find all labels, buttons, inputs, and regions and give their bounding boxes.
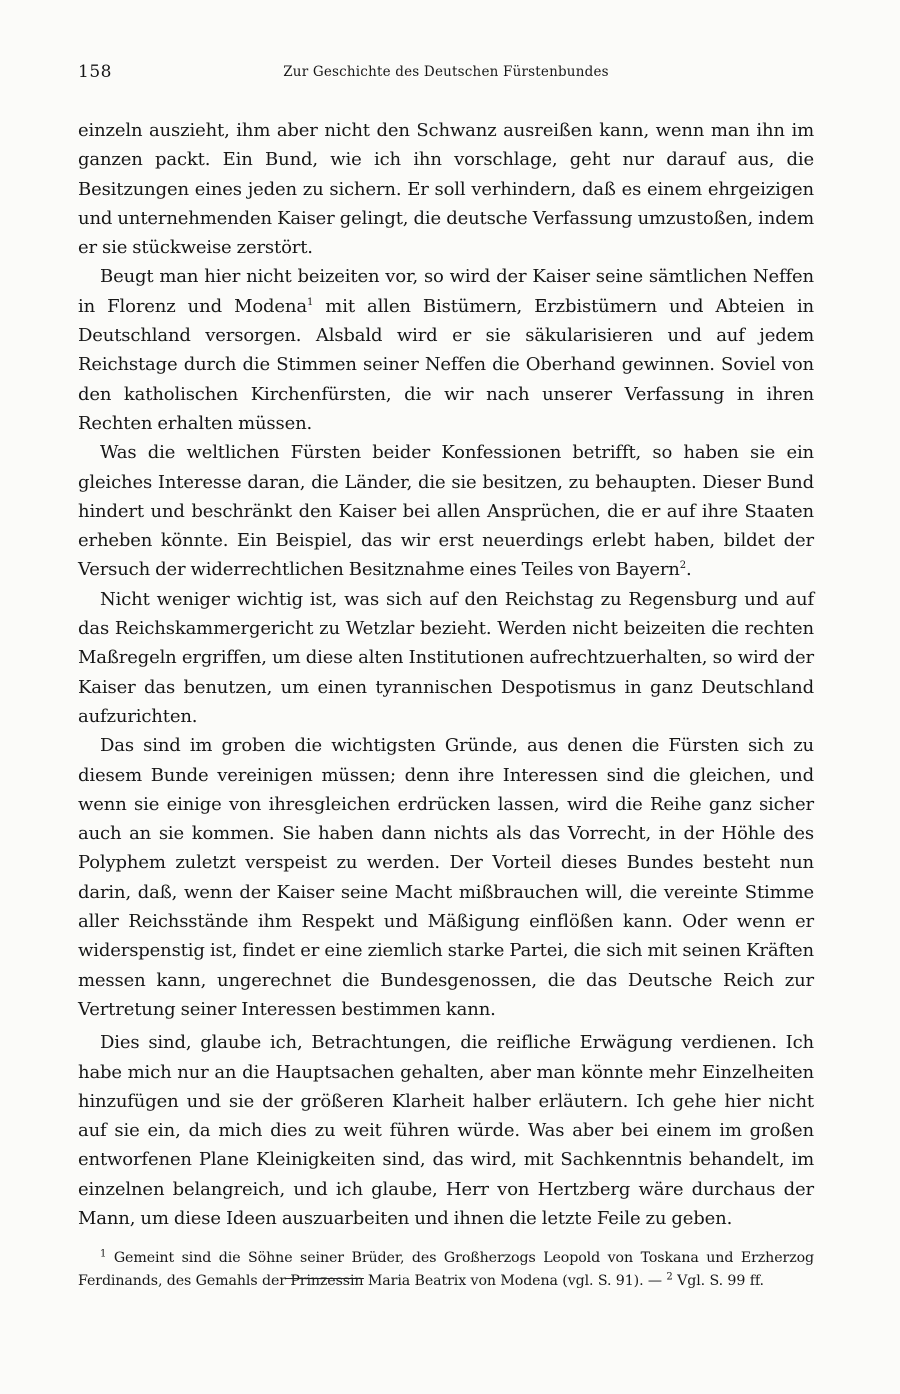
footnote-text: Vgl. S. 99 ff. bbox=[677, 1272, 764, 1289]
paragraph: Das sind im groben die wichtigsten Gründe, aus denen die Fürsten sich zu diesem Bunde vereinigen müssen; denn ihre Interessen sind die gleichen, und wenn sie einige von ihresgleichen erdrücken lassen, wird die Reihe ganz sicher auch an sie kommen. Sie haben dann nichts als das Vorrecht, in der Höhle des Polyphem zuletzt verspeist zu werden. Der Vorteil dieses Bundes besteht nun darin, daß, wenn der Kaiser seine Macht mißbrauchen will, die vereinte Stimme aller Reichsstände ihm Respekt und Mäßigung einflößen kann. Oder wenn er widerspenstig ist, findet er eine ziemlich starke Partei, die sich mit seinen Kräften messen kann, ungerechnet die Bundesgenossen, die das Deutsche Reich zur Vertretung seiner Interessen bestimmen kann. bbox=[78, 735, 814, 1020]
paragraph bbox=[78, 438, 814, 584]
footnote-mark: 1 bbox=[100, 1248, 107, 1260]
paragraph-text: . bbox=[685, 559, 692, 581]
paragraph: Dies sind, glaube ich, Betrachtungen, die reifliche Erwägung verdienen. Ich habe mich nur an die Hauptsachen gehalten, aber man könnte mehr Einzelheiten hinzufügen und sie der größeren Klarheit halber erläutern. Ich gehe hier nicht auf sie ein, da mich dies zu weit führen würde. Was aber bei einem im großen entworfenen Plane Kleinigkeiten sind, das wird, mit Sachkenntnis behandelt, im einzelnen belangreich, und ich glaube, Herr von Hertzberg wäre durchaus der Mann, um diese Ideen auszuarbeiten und ihnen die letzte Feile zu geben. bbox=[78, 1032, 814, 1229]
paragraph: einzeln auszieht, ihm aber nicht den Schwanz ausreißen kann, wenn man ihn im ganzen packt. Ein Bund, wie ich ihn vorschlage, geht nur darauf aus, die Besitzungen eines jeden zu sichern. Er soll verhindern, daß es einem ehrgeizigen und unternehmenden Kaiser gelingt, die deutsche Verfassung umzustoßen, indem er sie stückweise zerstört. bbox=[78, 120, 814, 259]
paragraph: Nicht weniger wichtig ist, was sich auf den Reichstag zu Regensburg und auf das Reichskammergericht zu Wetzlar bezieht. Werden nicht beizeiten die rechten Maßregeln ergriffen, um diese alten Institutionen aufrechtzuerhalten, so wird der Kaiser das benutzen, um einen tyrannischen Despotismus in ganz Deutschland aufzurichten. bbox=[78, 588, 814, 727]
footnote-mark: 2 bbox=[666, 1271, 673, 1283]
paragraph-text: mit allen Bistümern, Erzbistümern und Abteien in Deutschland versorgen. Alsbald wird er sie säkularisieren und auf jedem Reichstage durch die Stimmen seiner Neffen die Oberhand gewinnen. Soviel von den katholischen Kirchenfürsten, die wir nach unserer Verfassung in ihren Rechten erhalten müssen. bbox=[78, 295, 814, 434]
page-number: 158 bbox=[78, 62, 112, 82]
footnotes bbox=[78, 1247, 814, 1292]
book-page bbox=[78, 62, 814, 1292]
footnote-reference: 2 bbox=[679, 560, 686, 572]
paragraph-text: Beugt man hier nicht beizeiten vor, so wird der Kaiser seine sämtlichen Neffen in Florenz und Modena bbox=[78, 266, 814, 317]
footnote-text: Gemeint sind die Söhne seiner Brüder, des Großherzogs Leopold von Toskana und Erzherzog Ferdinands, des Gemahls der Prinzessin Maria Beatrix von Modena (vgl. S. 91). — bbox=[78, 1250, 814, 1289]
running-head bbox=[78, 62, 814, 94]
paragraph bbox=[78, 262, 814, 438]
page-end-rule bbox=[286, 1278, 364, 1279]
running-title: Zur Geschichte des Deutschen Fürstenbundes bbox=[283, 64, 609, 80]
paragraph-text: Was die weltlichen Fürsten beider Konfessionen betrifft, so haben sie ein gleiches Interesse daran, die Länder, die sie besitzen, zu behaupten. Dieser Bund hindert und beschränkt den Kaiser bei allen Ansprüchen, die er auf ihre Staaten erheben könnte. Ein Beispiel, das wir erst neuerdings erlebt haben, bildet der Versuch der widerrechtlichen Besitznahme eines Teiles von Bayern bbox=[78, 442, 814, 581]
body-text bbox=[78, 116, 814, 1233]
footnote bbox=[78, 1247, 814, 1292]
footnote-reference: 1 bbox=[306, 296, 314, 308]
